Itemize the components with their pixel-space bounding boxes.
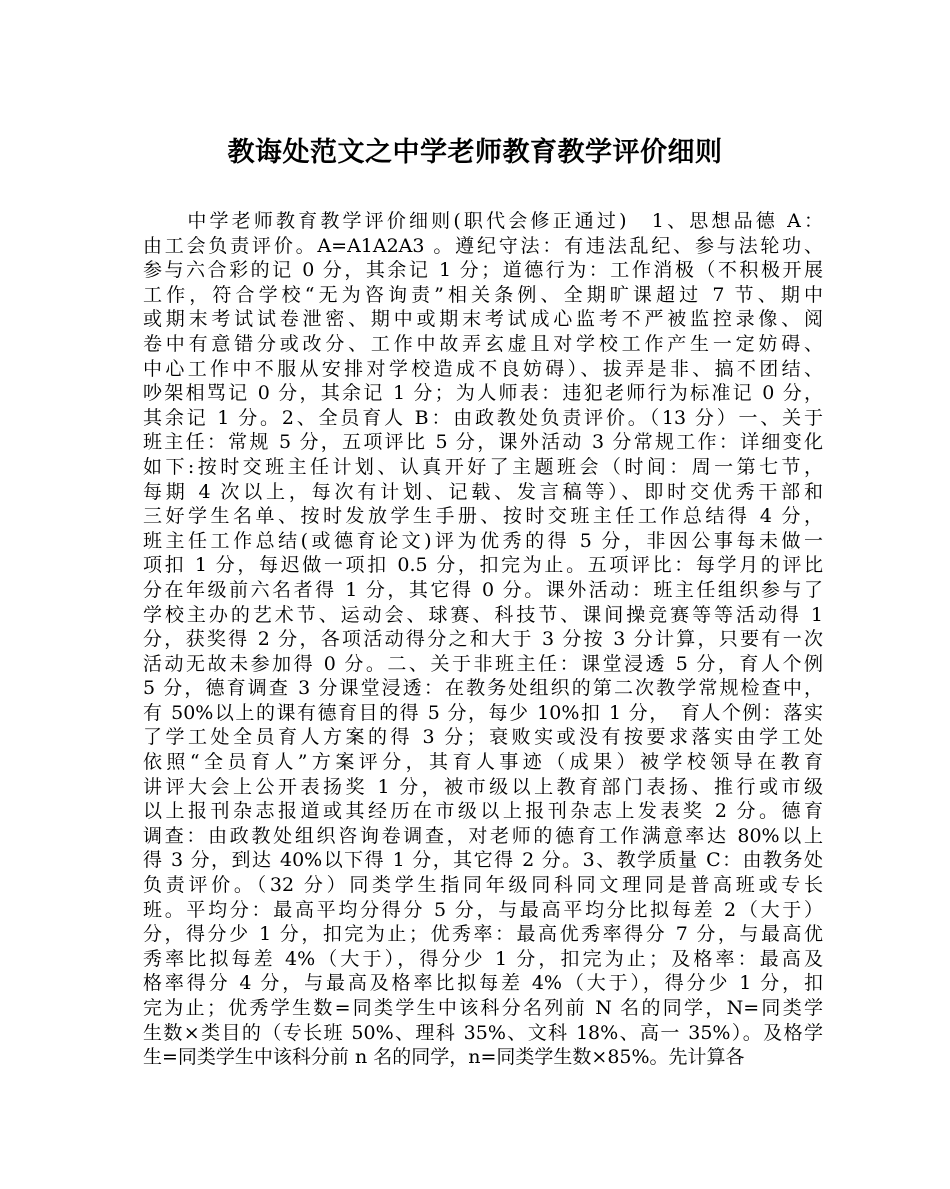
- body-text-line: 生数×类目的（专长班 50%、理科 35%、文科 18%、高一 35%）。及格学: [143, 1021, 823, 1044]
- document-body: [143, 209, 823, 1070]
- body-text-line: 班。平均分：最高平均分得分 5 分，与最高平均分比拟每差 2（大于）: [143, 898, 823, 921]
- body-text-line: 学校主办的艺术节、运动会、球赛、科技节、课间操竞赛等等活动得 1: [143, 603, 823, 626]
- body-text-line: 或期末考试试卷泄密、期中或期末考试成心监考不严被监控录像、阅: [143, 308, 823, 331]
- body-text-line: 讲评大会上公开表扬奖 1 分，被市级以上教育部门表扬、推行或市级: [143, 775, 823, 798]
- body-text-line: 项扣 1 分，每迟做一项扣 0.5 分，扣完为止。五项评比：每学月的评比: [143, 554, 823, 577]
- body-text-line: 完为止；优秀学生数=同类学生中该科分名列前 N 名的同学，N=同类学: [143, 997, 823, 1019]
- body-text-line: 有 50%以上的课有德育目的得 5 分，每少 10%扣 1 分， 育人个例：落实: [143, 701, 823, 724]
- body-text-line: 中心工作中不服从安排对学校造成不良妨碍）、拔弄是非、搞不团结、: [143, 357, 823, 380]
- body-text-line: 负责评价。（32 分）同类学生指同年级同科同文理同是普高班或专长: [143, 874, 823, 897]
- body-text-line: 格率得分 4 分，与最高及格率比拟每差 4%（大于），得分少 1 分，扣: [143, 972, 823, 995]
- body-text-line: 了学工处全员育人方案的得 3 分；衰败实或没有按要求落实由学工处: [143, 726, 823, 749]
- body-text-line: 参与六合彩的记 0 分，其余记 1 分；道德行为：工作消极（不积极开展: [143, 259, 823, 282]
- document-title: 教诲处范文之中学老师教育教学评价细则: [227, 137, 723, 168]
- body-text-line: 依照“全员育人”方案评分，其育人事迹（成果）被学校领导在教育: [143, 751, 823, 774]
- body-text-line: 生=同类学生中该科分前 n 名的同学，n=同类学生数×85%。先计算各: [143, 1046, 745, 1069]
- body-text-line: 调查：由政教处组织咨询卷调查，对老师的德育工作满意率达 80%以上: [143, 824, 823, 847]
- body-text-line: 卷中有意错分或改分、工作中故弄玄虚且对学校工作产生一定妨碍、: [143, 332, 823, 355]
- body-text-line: 三好学生名单、按时发放学生手册、按时交班主任工作总结得 4 分，: [143, 505, 823, 528]
- body-text-line: 工作，符合学校“无为咨询责”相关条例、全期旷课超过 7 节、期中: [143, 283, 823, 306]
- body-text-line: 分在年级前六名者得 1 分，其它得 0 分。课外活动：班主任组织参与了: [143, 578, 823, 601]
- body-text-line: 班主任工作总结(或德育论文)评为优秀的得 5 分，非因公事每未做一: [143, 529, 823, 552]
- body-text-line: 班主任：常规 5 分，五项评比 5 分，课外活动 3 分常规工作：详细变化: [143, 431, 823, 454]
- body-text-line: 吵架相骂记 0 分，其余记 1 分；为人师表：违犯老师行为标准记 0 分，: [143, 382, 823, 405]
- body-text-line: 得 3 分，到达 40%以下得 1 分，其它得 2 分。3、教学质量 C：由教务处: [143, 849, 823, 872]
- body-text-line: 分，获奖得 2 分，各项活动得分之和大于 3 分按 3 分计算，只要有一次: [143, 628, 823, 651]
- body-text-line: 秀率比拟每差 4%（大于），得分少 1 分，扣完为止；及格率：最高及: [143, 947, 823, 970]
- body-text-line: 活动无故未参加得 0 分。二、关于非班主任：课堂浸透 5 分，育人个例: [143, 652, 823, 675]
- body-text-line: 由工会负责评价。A=A1A2A3 。遵纪守法：有违法乱纪、参与法轮功、: [143, 234, 823, 257]
- body-text-line: 以上报刊杂志报道或其经历在市级以上报刊杂志上发表奖 2 分。德育: [143, 800, 823, 823]
- body-text-line: 其余记 1 分。2、全员育人 B：由政教处负责评价。（13 分）一、关于: [143, 406, 823, 429]
- body-text-line: 5 分，德育调查 3 分课堂浸透：在教务处组织的第二次教学常规检查中，: [143, 677, 823, 700]
- body-text-line: 如下:按时交班主任计划、认真开好了主题班会（时间：周一第七节，: [143, 455, 823, 478]
- body-text-line: 分，得分少 1 分，扣完为止；优秀率：最高优秀率得分 7 分，与最高优: [143, 923, 823, 946]
- body-text-line: 每期 4 次以上，每次有计划、记载、发言稿等）、即时交优秀干部和: [143, 480, 823, 503]
- body-text-line: 中学老师教育教学评价细则(职代会修正通过) 1、思想品德 A：: [143, 210, 823, 232]
